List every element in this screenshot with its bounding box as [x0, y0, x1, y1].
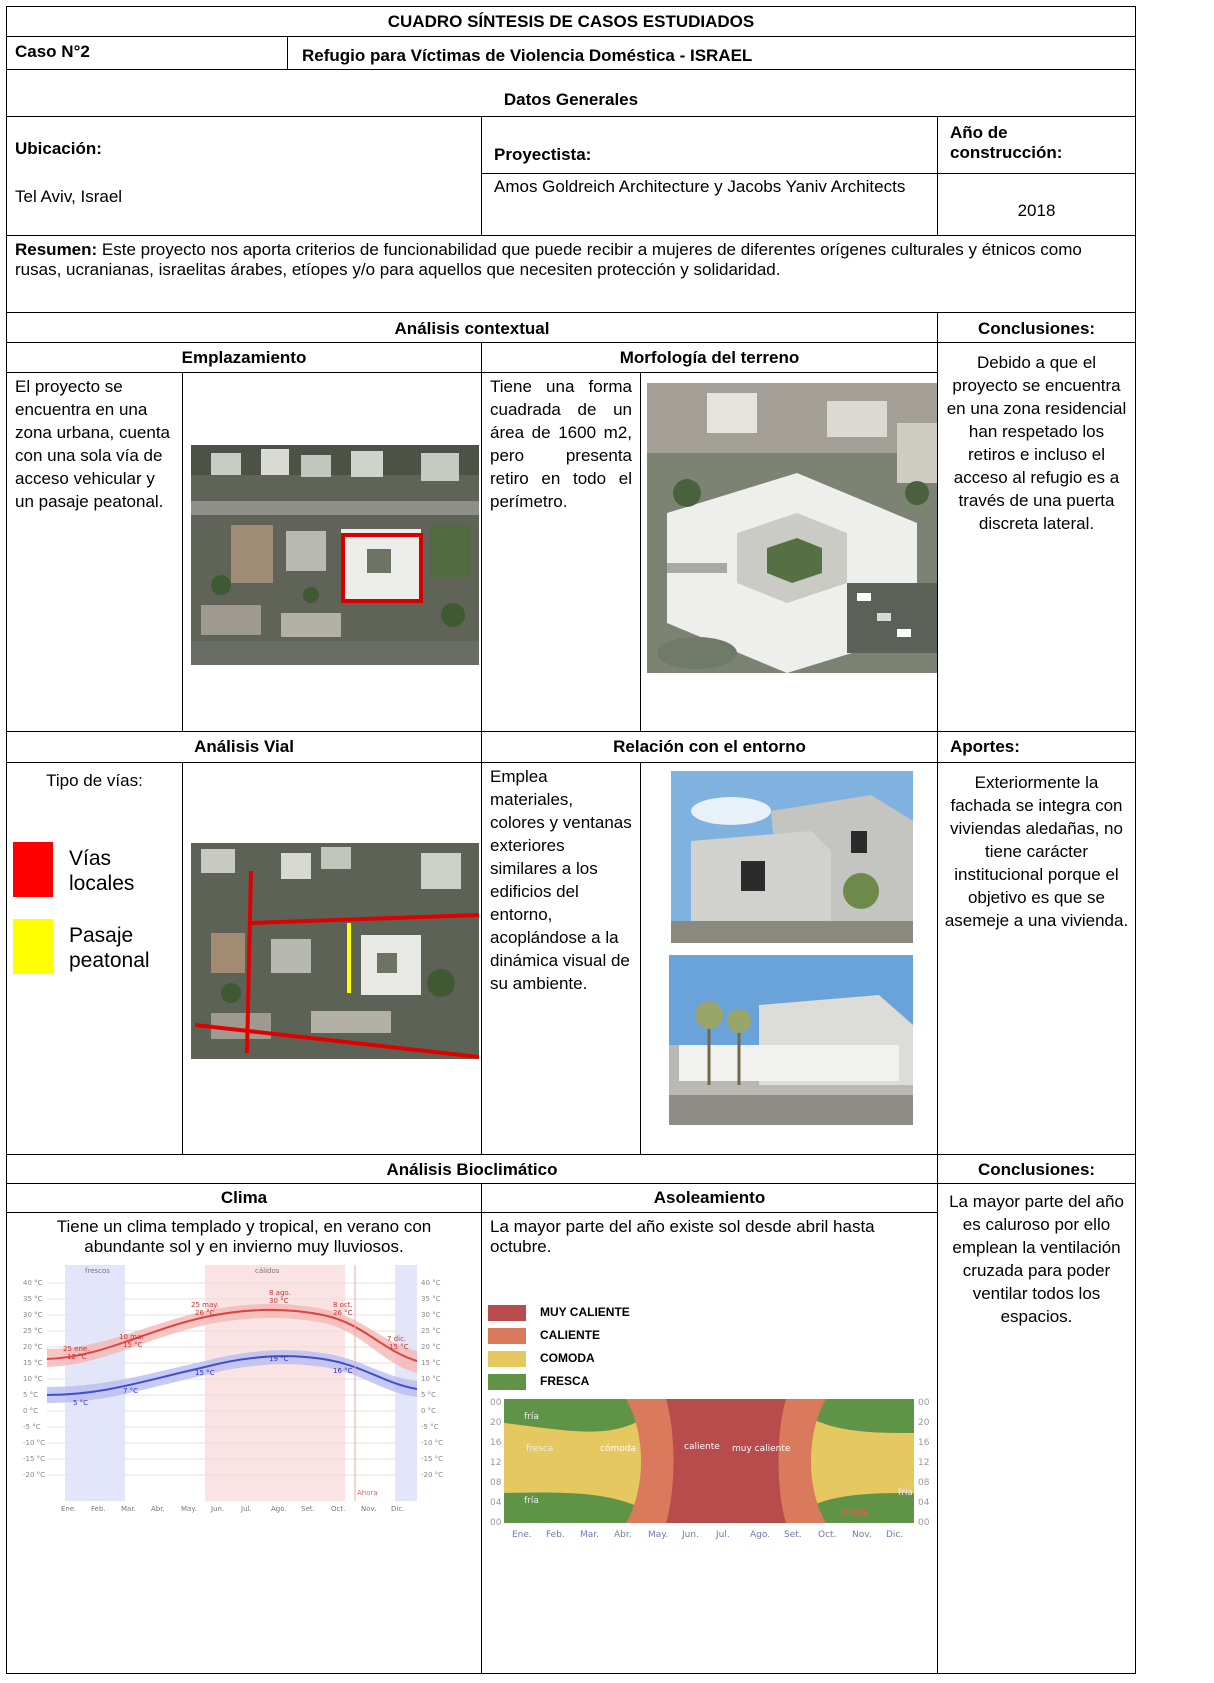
zone-label: caliente: [684, 1442, 720, 1452]
case-name: Refugio para Víctimas de Violencia Doméstica - ISRAEL: [287, 36, 1136, 70]
month-label: Dic.: [886, 1530, 904, 1540]
sun-comfort-chart: [486, 1393, 934, 1543]
y-tick: 0 °C: [23, 1407, 39, 1415]
zone-label: muy caliente: [732, 1444, 791, 1454]
sun-cell: [481, 1212, 938, 1674]
high-label: 7 dic.: [387, 1335, 407, 1343]
y-tick: 40 °C: [23, 1279, 43, 1287]
y-tick-right: 16: [918, 1438, 930, 1448]
y-tick: 08: [490, 1478, 502, 1488]
y-tick-right: 00: [918, 1398, 930, 1408]
month-label: Ene.: [61, 1505, 77, 1513]
zone-label: fría: [524, 1496, 539, 1506]
sheet-title: CUADRO SÍNTESIS DE CASOS ESTUDIADOS: [6, 6, 1136, 37]
contributions-text: Exteriormente la fachada se integra con viviendas aledañas, no tiene carácter institucional porque el objetivo es que se asemeje a una vivienda.: [937, 762, 1136, 1155]
y-tick-right: 5 °C: [421, 1391, 437, 1399]
y-tick-right: 25 °C: [421, 1327, 441, 1335]
location-label: Ubicación:: [15, 139, 102, 158]
y-tick-right: -20 °C: [421, 1471, 444, 1479]
y-tick-right: -5 °C: [421, 1423, 439, 1431]
comfort-swatch: [488, 1351, 526, 1367]
bioclimatic-conclusions-text: La mayor parte del año es caluroso por ello emplean la ventilación cruzada para poder ventilar todos los espacios.: [937, 1183, 1136, 1674]
road-types-label: Tipo de vías:: [46, 771, 143, 790]
y-tick: 00: [490, 1398, 502, 1408]
y-tick: 20 °C: [23, 1343, 43, 1351]
sun-text: La mayor parte del año existe sol desde abril hasta octubre.: [490, 1217, 875, 1256]
surroundings-photo-cell: [640, 762, 938, 1155]
very-hot-label: MUY CALIENTE: [540, 1305, 630, 1319]
contextual-conclusions-label: Conclusiones:: [937, 312, 1136, 343]
low-label: 7 °C: [123, 1387, 139, 1395]
site-text: El proyecto se encuentra en una zona urbana, cuenta con una sola vía de acceso vehicular y un pasaje peatonal.: [6, 372, 183, 732]
general-heading: Datos Generales: [6, 69, 1136, 117]
zone-label: fría: [524, 1412, 539, 1422]
month-label: Oct.: [331, 1505, 346, 1513]
month-label: Set.: [301, 1505, 315, 1513]
month-label: Nov.: [361, 1505, 377, 1513]
surroundings-heading: Relación con el entorno: [481, 731, 938, 763]
cool-label: frescos: [85, 1267, 110, 1275]
y-tick: -5 °C: [23, 1423, 41, 1431]
y-tick: 25 °C: [23, 1327, 43, 1335]
month-label: Ago.: [750, 1530, 771, 1540]
high-label: 12 °C: [67, 1353, 87, 1361]
y-tick-right: 20 °C: [421, 1343, 441, 1351]
month-label: Jun.: [682, 1530, 699, 1540]
warm-label: cálidos: [255, 1267, 280, 1275]
month-label: Set.: [784, 1530, 802, 1540]
road-map-cell: [182, 762, 482, 1155]
month-label: Mar.: [121, 1505, 136, 1513]
month-label: May.: [648, 1530, 669, 1540]
terrain-heading: Morfología del terreno: [481, 342, 938, 373]
y-tick-right: 15 °C: [421, 1359, 441, 1367]
y-tick-right: -15 °C: [421, 1455, 444, 1463]
designer-value: Amos Goldreich Architecture y Jacobs Yaniv Architects: [494, 177, 906, 196]
y-tick-right: 35 °C: [421, 1295, 441, 1303]
month-label: May.: [181, 1505, 197, 1513]
terrain-building-photo: [647, 383, 938, 673]
month-label: Jul.: [241, 1505, 252, 1513]
now-label: Ahora: [842, 1508, 869, 1518]
y-tick-right: 10 °C: [421, 1375, 441, 1383]
summary-cell: [6, 235, 1136, 313]
y-tick: 5 °C: [23, 1391, 39, 1399]
hot-label: CALIENTE: [540, 1328, 600, 1342]
y-tick: 04: [490, 1498, 502, 1508]
month-label: Abr.: [614, 1530, 632, 1540]
y-tick-right: 04: [918, 1498, 930, 1508]
high-label: 10 mar: [119, 1333, 145, 1341]
now-label: Ahora: [357, 1489, 378, 1497]
local-roads-label: Vías locales: [69, 847, 135, 895]
contextual-conclusions-text: Debido a que el proyecto se encuentra en una zona residencial han respetado los retiros e incluso el acceso al refugio es a través de una puerta discreta lateral.: [937, 342, 1136, 732]
very-hot-swatch: [488, 1305, 526, 1321]
terrain-photo-cell: [640, 372, 938, 732]
low-label: 5 °C: [73, 1399, 89, 1407]
terrain-text: Tiene una forma cuadrada de un área de 1600 m2, pero presenta retiro en todo el perímetro.: [481, 372, 641, 732]
month-label: Abr.: [151, 1505, 165, 1513]
location-value: Tel Aviv, Israel: [15, 187, 123, 206]
zone-label: fresca: [526, 1444, 554, 1454]
y-tick-right: 08: [918, 1478, 930, 1488]
month-label: Jul.: [716, 1530, 730, 1540]
pedestrian-label: Pasaje peatonal: [69, 924, 150, 972]
designer-label: Proyectista:: [494, 145, 592, 164]
y-tick: -20 °C: [23, 1471, 46, 1479]
summary-sheet: [6, 6, 1136, 1674]
designer-cell: [481, 116, 938, 236]
cool-swatch: [488, 1374, 526, 1390]
year-label: Año de construcción:: [950, 123, 1063, 162]
facade-photo-1: [671, 771, 913, 943]
y-tick-right: 30 °C: [421, 1311, 441, 1319]
y-tick: 30 °C: [23, 1311, 43, 1319]
comfort-label: COMODA: [540, 1351, 595, 1365]
month-label: Ago.: [271, 1505, 287, 1513]
zone-label: cómoda: [600, 1444, 636, 1454]
contributions-label: Aportes:: [937, 731, 1136, 763]
bioclimatic-conclusions-label: Conclusiones:: [937, 1154, 1136, 1184]
summary-label: Resumen:: [15, 240, 98, 259]
site-aerial-photo: [191, 445, 479, 665]
month-label: Mar.: [580, 1530, 600, 1540]
cool-label: FRESCA: [540, 1374, 590, 1388]
climate-text: Tiene un clima templado y tropical, en verano con abundante sol y en invierno muy lluviosos.: [56, 1217, 432, 1256]
high-label: 26 °C: [195, 1309, 215, 1317]
case-label: Caso N°2: [6, 36, 288, 70]
sun-heading: Asoleamiento: [481, 1183, 938, 1213]
y-tick: 15 °C: [23, 1359, 43, 1367]
climate-cell: [6, 1212, 482, 1674]
road-legend-cell: [6, 762, 183, 1155]
contextual-heading: Análisis contextual: [6, 312, 938, 343]
y-tick: 10 °C: [23, 1375, 43, 1383]
low-label: 19 °C: [269, 1355, 289, 1363]
local-roads-swatch: [13, 842, 53, 897]
facade-photo-2: [669, 955, 913, 1125]
y-tick: 20: [490, 1418, 502, 1428]
month-label: Oct.: [818, 1530, 837, 1540]
y-tick-right: -10 °C: [421, 1439, 444, 1447]
road-aerial-map: [191, 843, 479, 1059]
high-label: 25 may.: [191, 1301, 219, 1309]
month-label: Nov.: [852, 1530, 872, 1540]
y-tick-right: 12: [918, 1458, 930, 1468]
y-tick: 12: [490, 1458, 502, 1468]
month-label: Dic.: [391, 1505, 405, 1513]
high-label: 30 °C: [269, 1297, 289, 1305]
site-heading: Emplazamiento: [6, 342, 482, 373]
month-label: Ene.: [512, 1530, 532, 1540]
hot-swatch: [488, 1328, 526, 1344]
zone-label: fría: [898, 1488, 913, 1498]
y-tick: 35 °C: [23, 1295, 43, 1303]
location-cell: [6, 116, 482, 236]
low-label: 15 °C: [195, 1369, 215, 1377]
month-label: Jun.: [211, 1505, 225, 1513]
y-tick: -10 °C: [23, 1439, 46, 1447]
high-label: 8 ago.: [269, 1289, 291, 1297]
y-tick: 00: [490, 1518, 502, 1528]
y-tick: -15 °C: [23, 1455, 46, 1463]
high-label: 8 oct.: [333, 1301, 353, 1309]
month-label: Feb.: [546, 1530, 565, 1540]
high-label: 25 ene.: [63, 1345, 90, 1353]
low-label: 16 °C: [333, 1367, 353, 1375]
high-label: 26 °C: [333, 1309, 353, 1317]
y-tick-right: 40 °C: [421, 1279, 441, 1287]
y-tick-right: 0 °C: [421, 1407, 437, 1415]
y-tick-right: 00: [918, 1518, 930, 1528]
site-photo-cell: [182, 372, 482, 732]
year-value: 2018: [1017, 201, 1056, 220]
temperature-chart: [23, 1265, 465, 1517]
bioclimatic-heading: Análisis Bioclimático: [6, 1154, 938, 1184]
y-tick-right: 20: [918, 1418, 930, 1428]
surroundings-text: Emplea materiales, colores y ventanas exteriores similares a los edificios del entorno, acoplándose a la dinámica visual de su ambiente.: [481, 762, 641, 1155]
high-label: 15 °C: [389, 1343, 409, 1351]
year-cell: [937, 116, 1136, 236]
climate-heading: Clima: [6, 1183, 482, 1213]
month-label: Feb.: [91, 1505, 106, 1513]
high-label: 15 °C: [123, 1341, 143, 1349]
summary-text: Este proyecto nos aporta criterios de funcionabilidad que puede recibir a mujeres de diferentes orígenes culturales y étnicos como rusas, ucranianas, israelitas árabes, etíopes y/o para aquellos que necesiten protección y solidaridad.: [15, 240, 1082, 279]
pedestrian-swatch: [13, 919, 53, 974]
y-tick: 16: [490, 1438, 502, 1448]
road-heading: Análisis Vial: [6, 731, 482, 763]
